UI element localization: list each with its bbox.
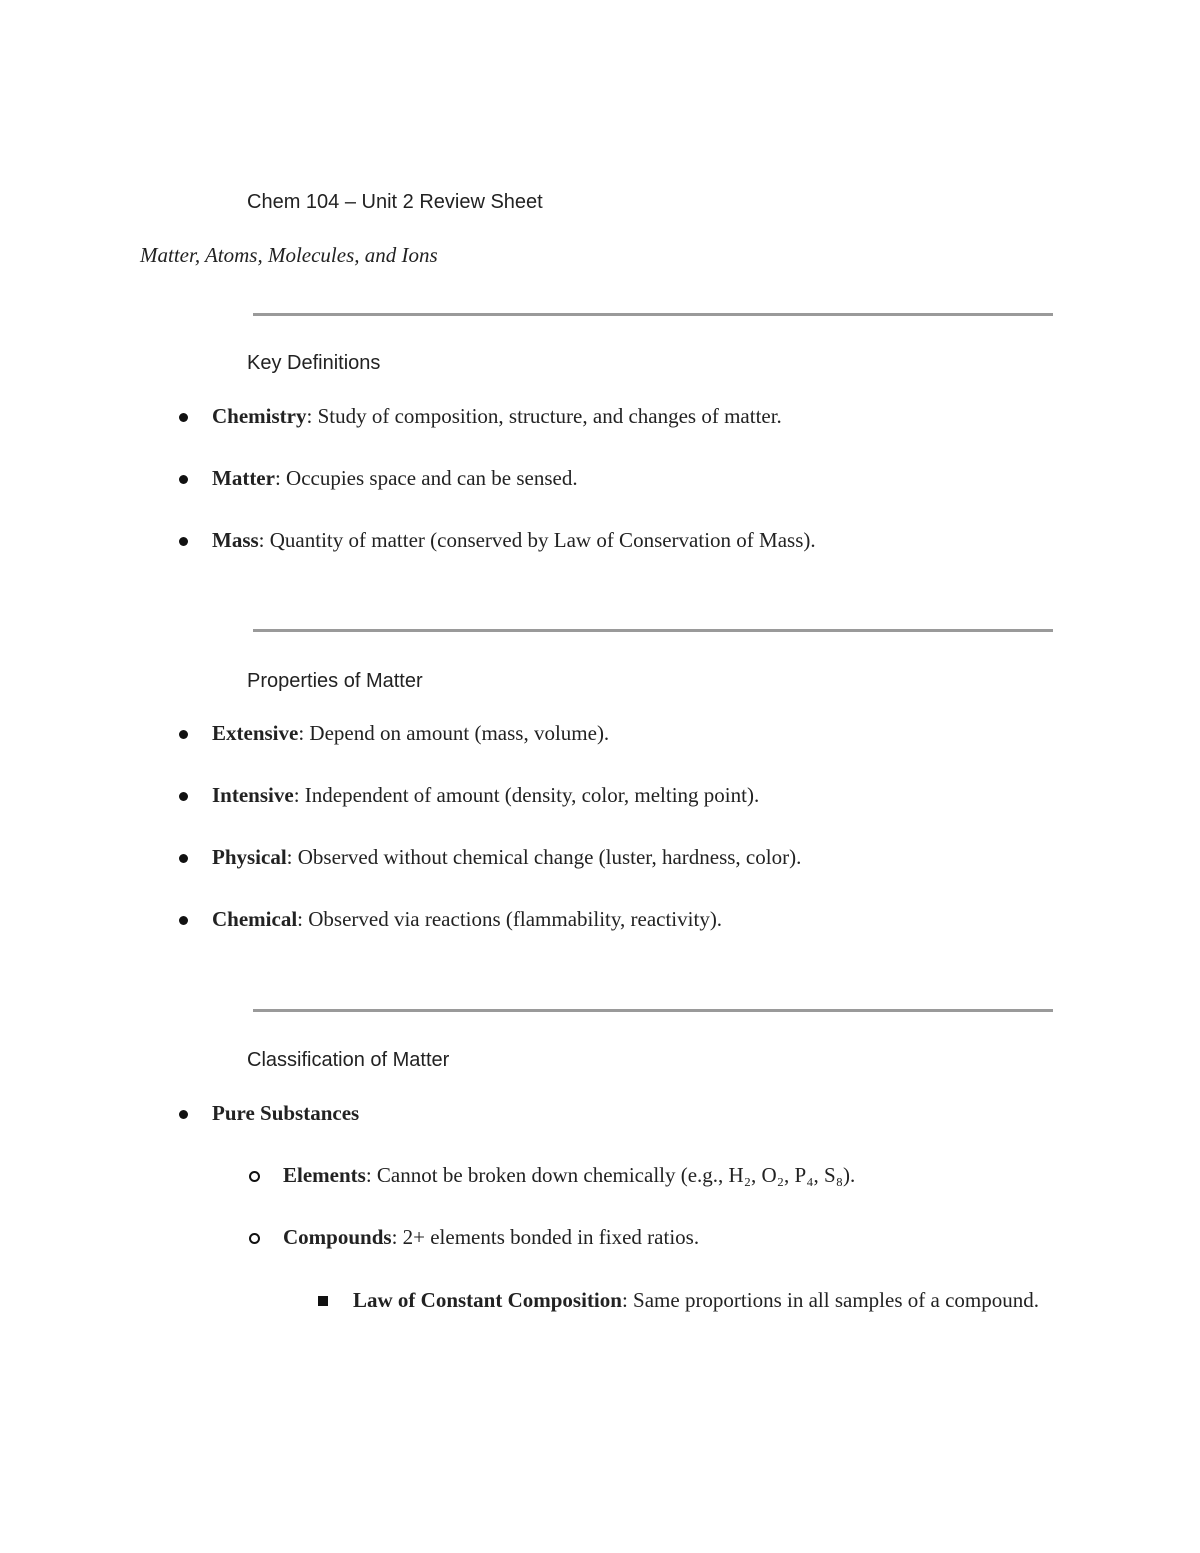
- bullet-disc-icon: [179, 537, 188, 546]
- bullet-disc-icon: [179, 916, 188, 925]
- section-divider: [253, 1009, 1053, 1012]
- bullet-disc-icon: [179, 730, 188, 739]
- bullet-square-icon: [318, 1296, 328, 1306]
- bullet-circle-icon: [249, 1171, 260, 1182]
- section-divider: [253, 629, 1053, 632]
- bullet-disc-icon: [179, 1110, 188, 1119]
- term-label: Pure Substances: [212, 1101, 360, 1125]
- term-label: Intensive: [212, 783, 294, 807]
- term-definition: : Depend on amount (mass, volume).: [298, 721, 610, 745]
- bullet-circle-icon: [249, 1233, 260, 1244]
- term-definition: : Study of composition, structure, and changes of matter.: [306, 404, 782, 428]
- list-item: [212, 401, 782, 432]
- list-item: [212, 904, 722, 935]
- section-heading-properties-of-matter: Properties of Matter: [247, 670, 423, 692]
- bullet-disc-icon: [179, 475, 188, 484]
- document-title: Chem 104 – Unit 2 Review Sheet: [247, 191, 543, 213]
- term-label: Physical: [212, 845, 287, 869]
- list-item: [212, 463, 578, 494]
- term-definition: : 2+ elements bonded in fixed ratios.: [391, 1225, 700, 1249]
- section-divider: [253, 313, 1053, 316]
- term-label: Compounds: [283, 1225, 392, 1249]
- term-label: Chemistry: [212, 404, 307, 428]
- term-definition: : Same proportions in all samples of a compound.: [621, 1288, 1039, 1312]
- term-definition: : Independent of amount (density, color, melting point).: [293, 783, 760, 807]
- section-heading-classification-of-matter: Classification of Matter: [247, 1049, 450, 1071]
- term-label: Chemical: [212, 907, 298, 931]
- term-definition: : Observed via reactions (flammability, reactivity).: [297, 907, 723, 931]
- bullet-disc-icon: [179, 854, 188, 863]
- section-heading-key-definitions: Key Definitions: [247, 352, 381, 374]
- list-item: [212, 718, 609, 749]
- list-item: [212, 1098, 359, 1129]
- bullet-disc-icon: [179, 792, 188, 801]
- list-item: [283, 1222, 699, 1253]
- list-item: [212, 780, 759, 811]
- term-label: Mass: [212, 528, 259, 552]
- term-definition: : Occupies space and can be sensed.: [274, 466, 578, 490]
- bullet-disc-icon: [179, 413, 188, 422]
- document-subtitle: Matter, Atoms, Molecules, and Ions: [140, 243, 438, 267]
- term-definition: : Observed without chemical change (luster, hardness, color).: [286, 845, 802, 869]
- term-label: Elements: [283, 1163, 366, 1187]
- term-label: Extensive: [212, 721, 299, 745]
- list-item: [283, 1160, 855, 1191]
- list-item: [212, 525, 816, 556]
- list-item: [353, 1285, 1043, 1316]
- term-label: Matter: [212, 466, 275, 490]
- list-item: [212, 842, 801, 873]
- term-definition: : Quantity of matter (conserved by Law of Conservation of Mass).: [258, 528, 816, 552]
- term-label: Law of Constant Composition: [353, 1288, 622, 1312]
- term-definition: : Cannot be broken down chemically (e.g., H₂, O₂, P₄, S₈).: [365, 1163, 856, 1187]
